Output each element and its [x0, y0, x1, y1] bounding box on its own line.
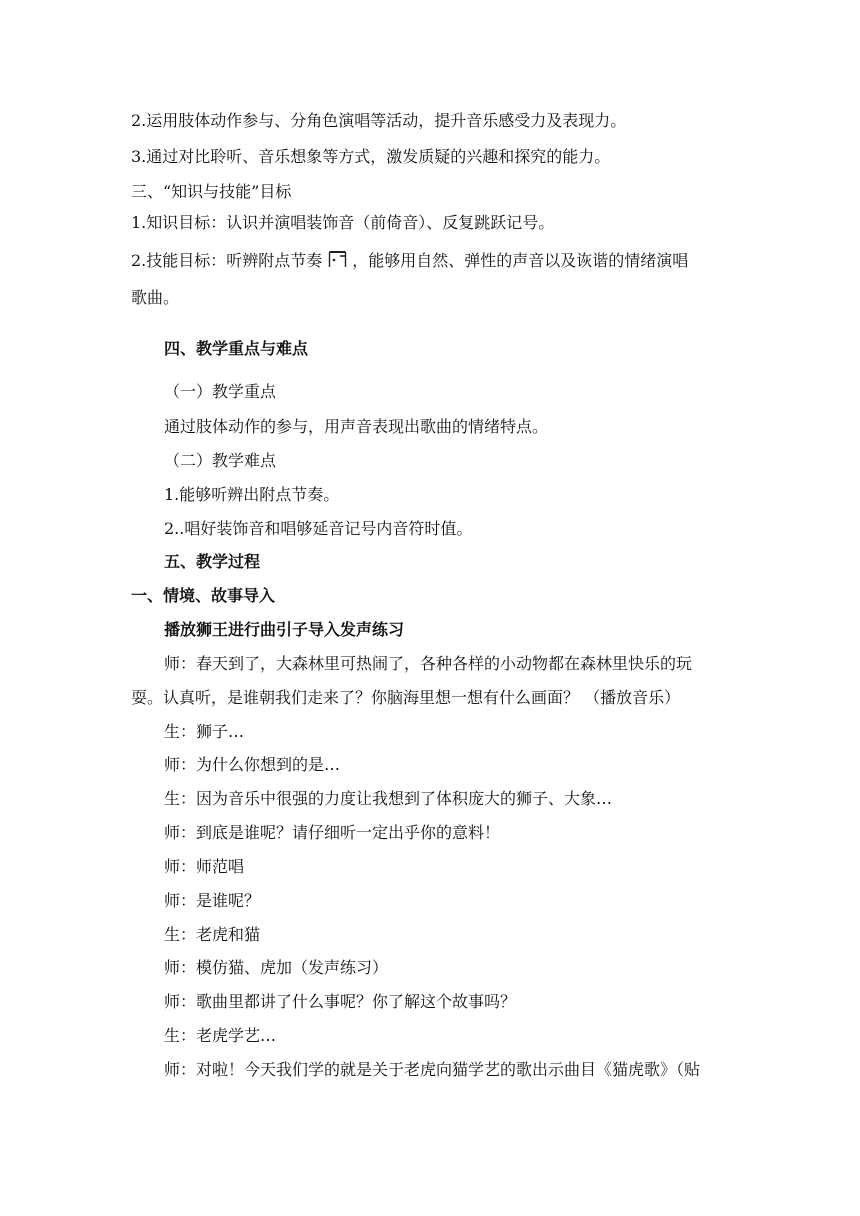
key-point-text: 通过肢体动作的参与，用声音表现出歌曲的情绪特点。 [164, 417, 549, 436]
dialogue-line: 师：为什么你想到的是… [164, 755, 341, 774]
dialogue-line: 师：对啦！今天我们学的就是关于老虎向猫学艺的歌出示曲目《猫虎歌》（贴 [164, 1060, 701, 1079]
section-1-heading: 一、情境、故事导入 [131, 586, 276, 605]
difficulty-2: 2..唱好装饰音和唱够延音记号内音符时值。 [164, 519, 473, 538]
skill-goal-2-text-after: ，能够用自然、弹性的声音以及诙谐的情绪演唱 [352, 251, 689, 270]
dialogue-line: 生：老虎学艺… [164, 1026, 277, 1045]
skill-goal-2-text-before: 2.技能目标：听辨附点节奏 [131, 251, 323, 270]
key-point-heading: （一）教学重点 [164, 382, 277, 401]
dialogue-line: 生：因为音乐中很强的力度让我想到了体积庞大的狮子、大象… [164, 789, 613, 808]
goal-process-3: 3.通过对比聆听、音乐想象等方式，激发质疑的兴趣和探究的能力。 [131, 147, 611, 166]
dialogue-line: 生：老虎和猫 [164, 925, 261, 944]
knowledge-goal-1: 1.知识目标：认识并演唱装饰音（前倚音）、反复跳跃记号。 [131, 213, 555, 232]
dotted-rhythm-icon [328, 250, 348, 268]
knowledge-goal-heading: 三、“知识与技能”目标 [131, 182, 292, 201]
dialogue-line: 耍。认真听，是谁朝我们走来了？你脑海里想一想有什么画面？ （播放音乐） [131, 688, 681, 707]
difficulty-1: 1.能够听辨出附点节奏。 [164, 485, 340, 504]
section-1-subheading: 播放狮王进行曲引子导入发声练习 [164, 620, 405, 639]
difficulty-heading: （二）教学难点 [164, 451, 277, 470]
focus-heading: 四、教学重点与难点 [164, 339, 309, 358]
dialogue-line: 师：歌曲里都讲了什么事呢？你了解这个故事吗？ [164, 992, 517, 1011]
dialogue-line: 师：到底是谁呢？请仔细听一定出乎你的意料！ [164, 823, 501, 842]
dialogue-line: 师：模仿猫、虎加（发声练习） [164, 958, 389, 977]
goal-process-2: 2.运用肢体动作参与、分角色演唱等活动，提升音乐感受力及表现力。 [131, 111, 627, 130]
dialogue-line: 师：师范唱 [164, 857, 245, 876]
skill-goal-2 [131, 250, 688, 271]
dialogue-line: 师：是谁呢？ [164, 891, 261, 910]
process-heading: 五、教学过程 [164, 552, 261, 571]
skill-goal-2-continued: 歌曲。 [131, 288, 180, 307]
dialogue-line: 生：狮子… [164, 722, 245, 741]
dialogue-line: 师：春天到了，大森林里可热闹了，各种各样的小动物都在森林里快乐的玩 [164, 654, 693, 673]
